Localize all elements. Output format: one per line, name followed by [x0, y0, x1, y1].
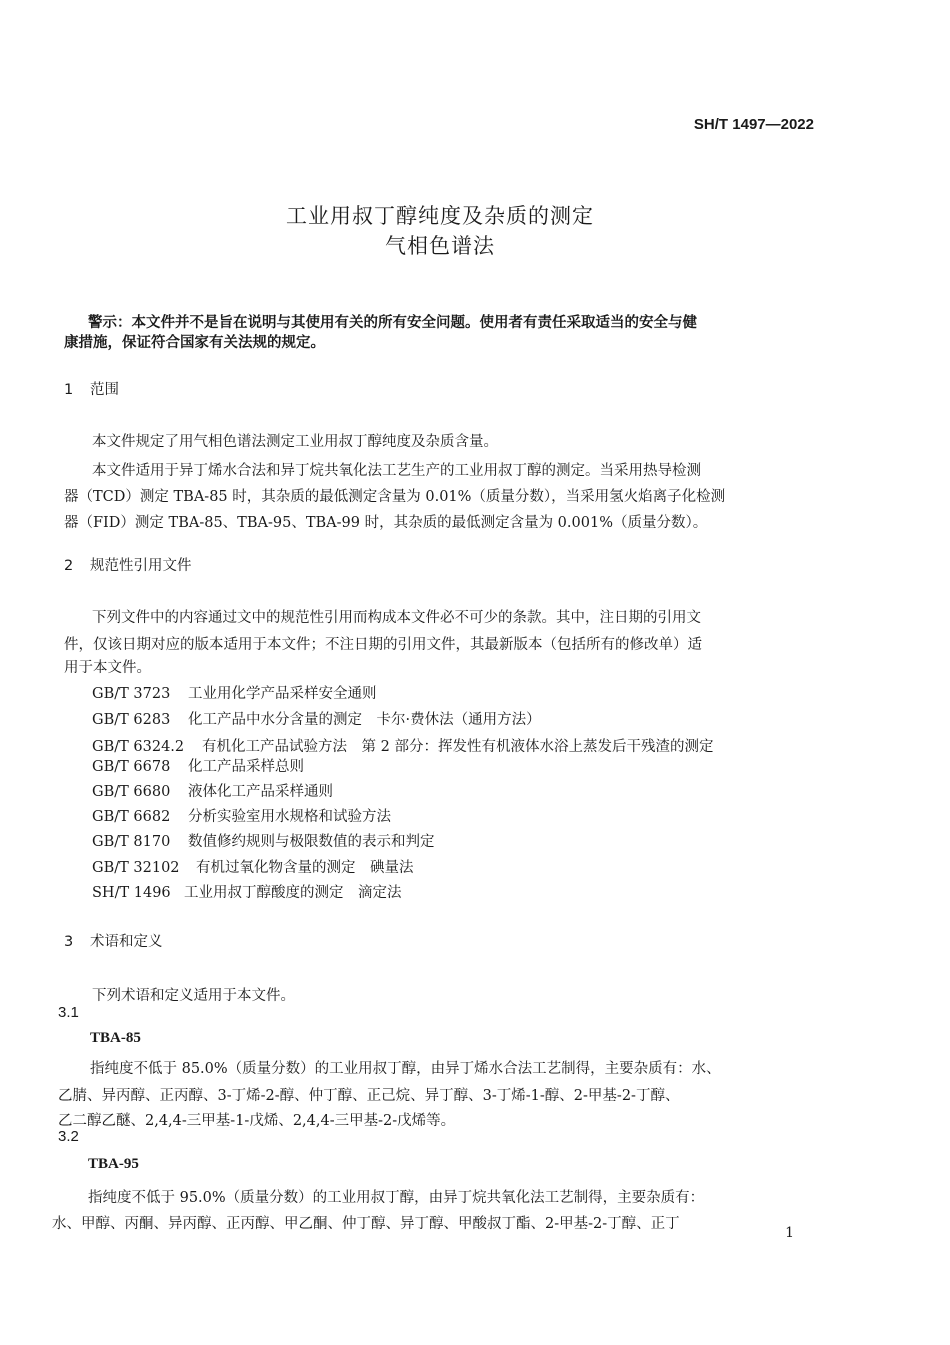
- reference-title: 工业用化学产品采样安全通则: [188, 686, 377, 702]
- term-definition: 指纯度不低于 85.0%（质量分数）的工业用叔丁醇，由异丁烯水合法工艺制得，主要杂质有：水、: [90, 1061, 721, 1077]
- standard-number: SH/T 1497—2022: [693, 116, 814, 133]
- section-1-paragraph: 器（FID）测定 TBA-85、TBA-95、TBA-99 时，其杂质的最低测定含量为 0.001%（质量分数）。: [64, 515, 708, 531]
- reference-item: [92, 780, 333, 801]
- section-2-paragraph: 下列文件中的内容通过文中的规范性引用而构成本文件必不可少的条款。其中，注日期的引用文: [92, 610, 701, 626]
- warning-line-1: 警示：本文件并不是旨在说明与其使用有关的所有安全问题。使用者有责任采取适当的安全与健: [88, 315, 697, 331]
- reference-item: [92, 881, 402, 902]
- reference-title: 数值修约规则与极限数值的表示和判定: [188, 834, 435, 850]
- reference-code: GB/T 6324.2: [92, 739, 185, 755]
- term-definition: 乙二醇乙醚、2,4,4-三甲基-1-戊烯、2,4,4-三甲基-2-戊烯等。: [58, 1113, 456, 1129]
- reference-item: [92, 830, 435, 851]
- reference-code: GB/T 6680: [92, 784, 171, 800]
- section-1-paragraph: 器（TCD）测定 TBA-85 时，其杂质的最低测定含量为 0.01%（质量分数），当采用氢火焰离子化检测: [64, 489, 726, 505]
- reference-title: 工业用叔丁醇酸度的测定 滴定法: [184, 885, 402, 901]
- reference-item: [92, 735, 713, 756]
- section-title: 术语和定义: [90, 934, 163, 950]
- section-number: 2: [64, 558, 74, 574]
- reference-title: 化工产品采样总则: [188, 759, 304, 775]
- page-number: 1: [785, 1225, 794, 1241]
- reference-code: GB/T 6678: [92, 759, 171, 775]
- reference-title: 液体化工产品采样通则: [188, 784, 333, 800]
- section-title: 规范性引用文件: [90, 558, 192, 574]
- reference-title: 分析实验室用水规格和试验方法: [188, 809, 391, 825]
- document-subtitle: 气相色谱法: [385, 234, 495, 258]
- document-title: 工业用叔丁醇纯度及杂质的测定: [286, 204, 594, 228]
- section-2-heading: [64, 554, 192, 575]
- reference-item: [92, 856, 414, 877]
- section-title: 范围: [90, 382, 119, 398]
- reference-item: [92, 682, 377, 703]
- reference-code: GB/T 6283: [92, 712, 171, 728]
- section-number: 1: [64, 382, 74, 398]
- reference-code: SH/T 1496: [92, 885, 171, 901]
- reference-item: [92, 805, 391, 826]
- reference-code: GB/T 8170: [92, 834, 171, 850]
- reference-title: 化工产品中水分含量的测定 卡尔·费休法（通用方法）: [188, 712, 541, 728]
- section-1-paragraph: 本文件适用于异丁烯水合法和异丁烷共氧化法工艺生产的工业用叔丁醇的测定。当采用热导检测: [92, 463, 701, 479]
- term-name: TBA-95: [88, 1156, 139, 1172]
- section-3-heading: [64, 930, 163, 951]
- reference-item: [92, 708, 541, 729]
- section-2-paragraph: 件，仅该日期对应的版本适用于本文件；不注日期的引用文件，其最新版本（包括所有的修改单）适: [64, 637, 702, 653]
- section-number: 3: [64, 934, 74, 950]
- section-1-paragraph: 本文件规定了用气相色谱法测定工业用叔丁醇纯度及杂质含量。: [92, 434, 498, 450]
- warning-line-2: 康措施，保证符合国家有关法规的规定。: [64, 335, 325, 351]
- reference-title: 有机过氧化物含量的测定 碘量法: [196, 860, 414, 876]
- term-definition: 水、甲醇、丙酮、异丙醇、正丙醇、甲乙酮、仲丁醇、异丁醇、甲酸叔丁酯、2-甲基-2-丁醇、正丁: [52, 1216, 680, 1232]
- term-definition: 指纯度不低于 95.0%（质量分数）的工业用叔丁醇，由异丁烷共氧化法工艺制得，主要杂质有：: [88, 1190, 705, 1206]
- reference-title: 有机化工产品试验方法 第 2 部分：挥发性有机液体水浴上蒸发后干残渣的测定: [202, 739, 714, 755]
- term-definition: 乙腈、异丙醇、正丙醇、3-丁烯-2-醇、仲丁醇、正己烷、异丁醇、3-丁烯-1-醇、2-甲基-2-丁醇、: [58, 1088, 680, 1104]
- term-number: 3.1: [58, 1004, 79, 1021]
- section-1-heading: [64, 378, 119, 399]
- reference-code: GB/T 32102: [92, 860, 180, 876]
- reference-code: GB/T 3723: [92, 686, 171, 702]
- section-2-paragraph: 用于本文件。: [64, 660, 151, 676]
- section-3-intro: 下列术语和定义适用于本文件。: [92, 988, 295, 1004]
- term-number: 3.2: [58, 1128, 79, 1145]
- term-name: TBA-85: [90, 1030, 141, 1046]
- reference-code: GB/T 6682: [92, 809, 171, 825]
- reference-item: [92, 755, 304, 776]
